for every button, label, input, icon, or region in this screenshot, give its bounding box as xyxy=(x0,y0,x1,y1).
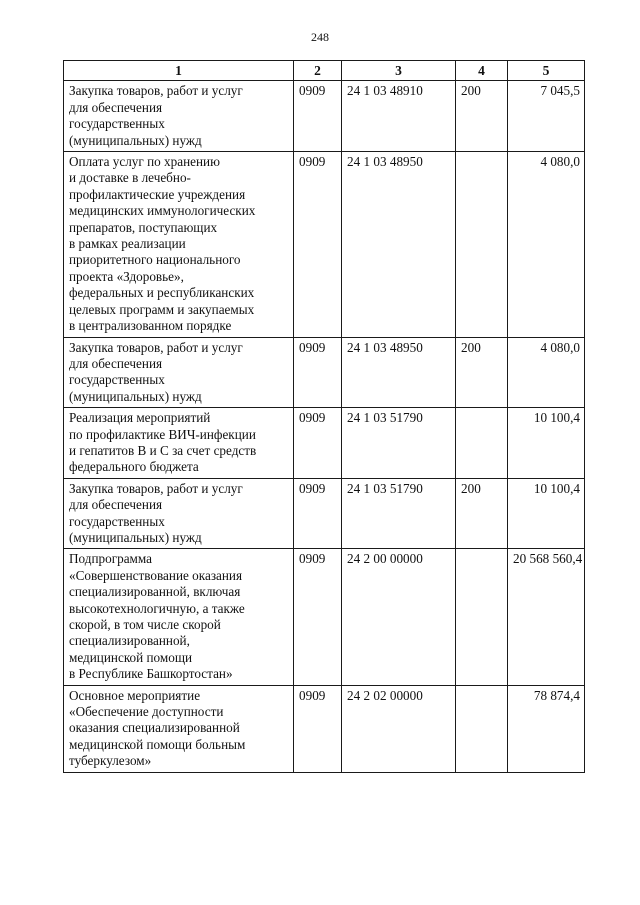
row-name-line: государственных xyxy=(69,116,165,132)
row-name-line: Подпрограмма xyxy=(69,551,153,567)
row-sum-cell: 20 568 560,4 xyxy=(508,549,585,685)
table-header-row xyxy=(64,61,585,81)
row-name-cell xyxy=(64,478,294,549)
row-name-line: Закупка товаров, работ и услуг xyxy=(69,83,243,99)
row-name-cell xyxy=(64,152,294,337)
header-col-2: 2 xyxy=(294,61,342,81)
row-name-line: Основное мероприятие xyxy=(69,687,201,703)
header-col-5: 5 xyxy=(508,61,585,81)
table-body xyxy=(64,81,585,772)
row-target-cell: 24 2 00 00000 xyxy=(342,549,456,685)
row-target-cell: 24 1 03 51790 xyxy=(342,478,456,549)
row-section-cell: 0909 xyxy=(294,81,342,152)
row-type-cell: 200 xyxy=(456,337,508,408)
row-sum-cell: 10 100,4 xyxy=(508,478,585,549)
row-name-line: (муниципальных) нужд xyxy=(69,529,202,545)
row-type-cell xyxy=(456,408,508,479)
row-name-line: и гепатитов В и С за счет средств xyxy=(69,442,257,458)
row-name-line: специализированной, включая xyxy=(69,584,241,600)
row-target-cell: 24 1 03 48910 xyxy=(342,81,456,152)
header-col-4: 4 xyxy=(456,61,508,81)
row-name-line: и доставке в лечебно- xyxy=(69,170,191,186)
row-name-line: федерального бюджета xyxy=(69,459,199,475)
row-target-cell: 24 1 03 51790 xyxy=(342,408,456,479)
row-type-cell xyxy=(456,152,508,337)
row-name-line: туберкулезом» xyxy=(69,753,152,769)
table-row xyxy=(64,152,585,337)
row-section-cell: 0909 xyxy=(294,685,342,772)
row-sum-cell: 4 080,0 xyxy=(508,337,585,408)
page-number: 248 xyxy=(311,30,329,44)
row-name-line: для обеспечения xyxy=(69,99,163,115)
row-name-line: Закупка товаров, работ и услуг xyxy=(69,339,243,355)
row-section-cell: 0909 xyxy=(294,549,342,685)
row-name-line: Реализация мероприятий xyxy=(69,410,211,426)
table-row xyxy=(64,549,585,685)
row-name-line: для обеспечения xyxy=(69,497,163,513)
table-row xyxy=(64,478,585,549)
row-name-line: Закупка товаров, работ и услуг xyxy=(69,480,243,496)
row-type-cell: 200 xyxy=(456,81,508,152)
row-name-line: государственных xyxy=(69,513,165,529)
row-name-cell xyxy=(64,685,294,772)
row-name-line: по профилактике ВИЧ-инфекции xyxy=(69,426,256,442)
row-section-cell: 0909 xyxy=(294,408,342,479)
row-name-cell xyxy=(64,408,294,479)
row-type-cell: 200 xyxy=(456,478,508,549)
row-type-cell xyxy=(456,549,508,685)
row-name-line: «Обеспечение доступности xyxy=(69,704,224,720)
row-name-line: в рамках реализации xyxy=(69,236,186,252)
row-name-line: в централизованном порядке xyxy=(69,318,232,334)
row-name-line: федеральных и республиканских xyxy=(69,285,255,301)
budget-table xyxy=(63,60,585,773)
row-name-line: высокотехнологичную, а также xyxy=(69,600,245,616)
header-col-1: 1 xyxy=(64,61,294,81)
row-name-line: целевых программ и закупаемых xyxy=(69,301,255,317)
row-name-line: медицинской помощи больным xyxy=(69,736,246,752)
row-name-line: скорой, в том числе скорой xyxy=(69,617,221,632)
row-name-line: Оплата услуг по хранению xyxy=(69,154,220,170)
row-sum-cell: 10 100,4 xyxy=(508,408,585,479)
row-name-line: препаратов, поступающих xyxy=(69,219,218,235)
table-row xyxy=(64,81,585,152)
row-sum-cell: 4 080,0 xyxy=(508,152,585,337)
row-section-cell: 0909 xyxy=(294,337,342,408)
row-name-line: медицинских иммунологических xyxy=(69,203,256,219)
row-name-line: медицинской помощи xyxy=(69,649,193,665)
row-name-line: проекта «Здоровье», xyxy=(69,268,184,284)
row-sum-cell: 7 045,5 xyxy=(508,81,585,152)
row-name-line: «Совершенствование оказания xyxy=(69,567,243,583)
row-name-line: для обеспечения xyxy=(69,355,163,371)
row-name-cell xyxy=(64,549,294,685)
row-name-line: в Республике Башкортостан» xyxy=(69,666,233,682)
row-sum-cell: 78 874,4 xyxy=(508,685,585,772)
row-name-cell xyxy=(64,81,294,152)
row-name-line: (муниципальных) нужд xyxy=(69,388,202,404)
row-section-cell: 0909 xyxy=(294,152,342,337)
row-name-line: специализированной, xyxy=(69,633,190,649)
table-row xyxy=(64,408,585,479)
row-target-cell: 24 1 03 48950 xyxy=(342,152,456,337)
header-col-3: 3 xyxy=(342,61,456,81)
row-name-line: государственных xyxy=(69,372,165,388)
table-row xyxy=(64,685,585,772)
row-section-cell: 0909 xyxy=(294,478,342,549)
row-name-line: приоритетного национального xyxy=(69,252,241,268)
row-target-cell: 24 2 02 00000 xyxy=(342,685,456,772)
row-name-cell xyxy=(64,337,294,408)
table-row xyxy=(64,337,585,408)
row-name-line: профилактические учреждения xyxy=(69,186,246,202)
row-name-line: оказания специализированной xyxy=(69,720,240,736)
row-target-cell: 24 1 03 48950 xyxy=(342,337,456,408)
row-name-line: (муниципальных) нужд xyxy=(69,132,202,148)
row-type-cell xyxy=(456,685,508,772)
